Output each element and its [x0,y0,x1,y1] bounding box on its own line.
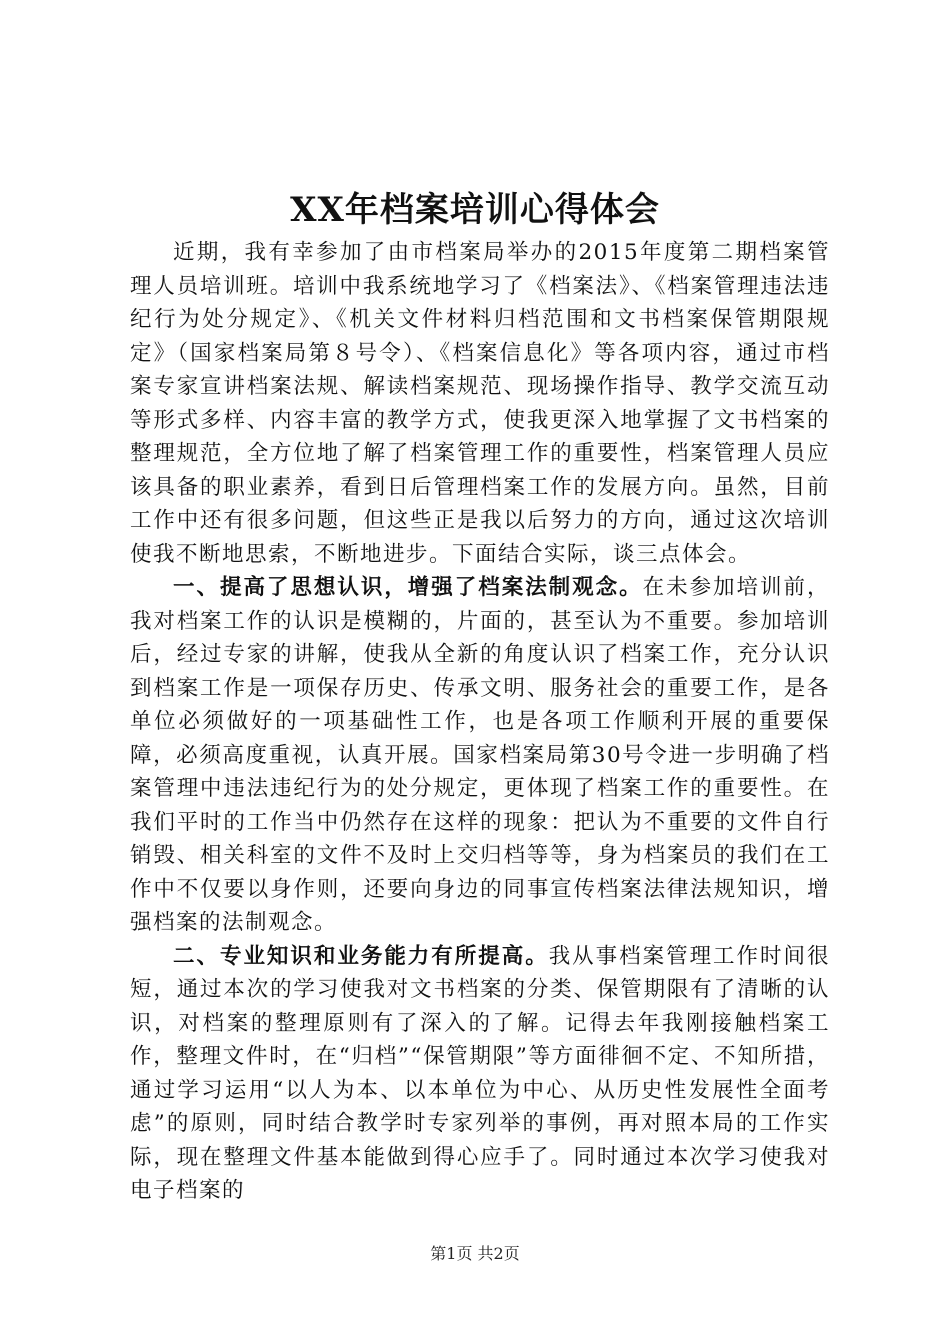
page-number: 第1页 [430,1244,473,1263]
page-footer [0,1243,950,1265]
paragraph-heading: 二、专业知识和业务能力有所提高。 [173,943,549,969]
paragraph-text: 我从事档案管理工作时间很短，通过本次的学习使我对文书档案的分类、保管期限有了清晰的认识，对档案的整理原则有了深入的了解。记得去年我刚接触档案工作，整理文件时，在“归档”“保管期限”等方面徘徊不定、不知所措，通过学习运用“以人为本、以本单位为中心、从历史性发展性全面考虑”的原则，同时结合教学时专家列举的事例，再对照本局的工作实际，现在整理文件基本能做到得心应手了。同时通过本次学习使我对电子档案的 [130,943,830,1203]
paragraph-section-2 [130,940,830,1208]
paragraph-intro [130,236,830,571]
paragraph-section-1 [130,571,830,940]
paragraph-text: 近期，我有幸参加了由市档案局举办的2015年度第二期档案管理人员培训班。培训中我系统地学习了《档案法》、《档案管理违法违纪行为处分规定》、《机关文件材料归档范围和文书档案保管期限规定》（国家档案局第８号令）、《档案信息化》等各项内容，通过市档案专家宣讲档案法规、解读档案规范、现场操作指导、教学交流互动等形式多样、内容丰富的教学方式，使我更深入地掌握了文书档案的整理规范，全方位地了解了档案管理工作的重要性，档案管理人员应该具备的职业素养，看到日后管理档案工作的发展方向。虽然，目前工作中还有很多问题，但这些正是我以后努力的方向，通过这次培训使我不断地思索，不断地进步。下面结合实际，谈三点体会。 [130,240,830,567]
page-total: 共2页 [477,1244,520,1263]
paragraph-heading: 一、提高了思想认识，增强了档案法制观念。 [173,575,643,600]
paragraph-text: 在未参加培训前，我对档案工作的认识是模糊的，片面的，甚至认为不重要。参加培训后，经过专家的讲解，使我从全新的角度认识了档案工作，充分认识到档案工作是一项保存历史、传承文明、服务社会的重要工作，是各单位必须做好的一项基础性工作，也是各项工作顺利开展的重要保障，必须高度重视，认真开展。国家档案局第30号令进一步明确了档案管理中违法违纪行为的处分规定，更体现了档案工作的重要性。在我们平时的工作当中仍然存在这样的现象：把认为不重要的文件自行销毁、相关科室的文件不及时上交归档等等，身为档案员的我们在工作中不仅要以身作则，还要向身边的同事宣传档案法律法规知识，增强档案的法制观念。 [130,575,830,935]
document-title: XX年档案培训心得体会 [290,190,660,230]
document-body [130,236,830,1208]
